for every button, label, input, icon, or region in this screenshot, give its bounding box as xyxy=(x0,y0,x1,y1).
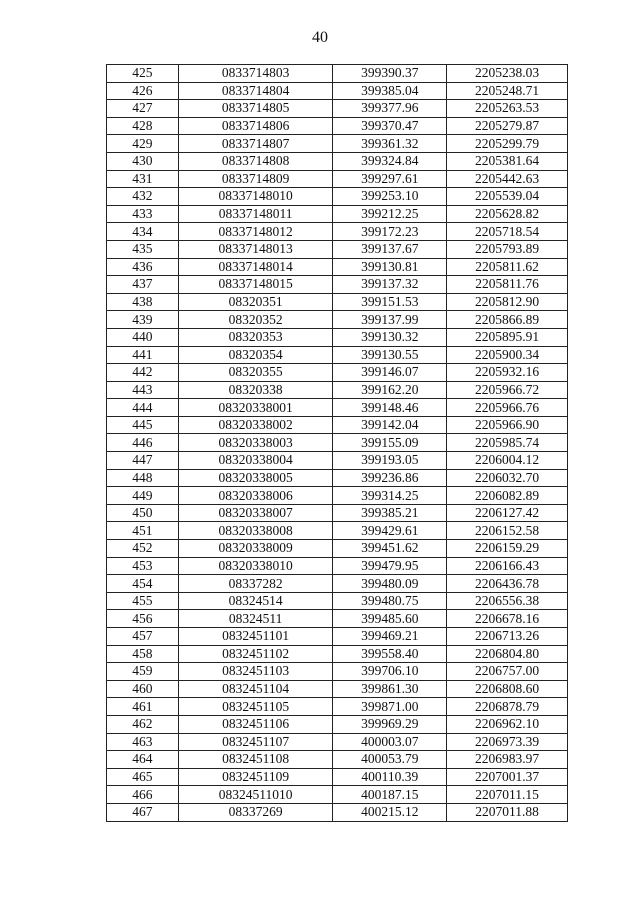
y-coordinate-cell: 2206159.29 xyxy=(447,540,568,558)
x-coordinate-cell: 399130.55 xyxy=(333,346,447,364)
point-id-cell: 08320338 xyxy=(178,381,333,399)
row-number-cell: 447 xyxy=(107,452,179,470)
row-number-cell: 461 xyxy=(107,698,179,716)
x-coordinate-cell: 399385.04 xyxy=(333,82,447,100)
y-coordinate-cell: 2206973.39 xyxy=(447,733,568,751)
y-coordinate-cell: 2205811.62 xyxy=(447,258,568,276)
row-number-cell: 467 xyxy=(107,803,179,821)
table-row xyxy=(107,276,568,294)
table-row xyxy=(107,381,568,399)
row-number-cell: 451 xyxy=(107,522,179,540)
x-coordinate-cell: 399480.09 xyxy=(333,575,447,593)
coordinates-table xyxy=(106,64,568,822)
table-row xyxy=(107,135,568,153)
x-coordinate-cell: 399137.99 xyxy=(333,311,447,329)
page-number: 40 xyxy=(312,29,328,46)
y-coordinate-cell: 2207001.37 xyxy=(447,768,568,786)
x-coordinate-cell: 399390.37 xyxy=(333,65,447,83)
point-id-cell: 08337148015 xyxy=(178,276,333,294)
table-row xyxy=(107,328,568,346)
x-coordinate-cell: 399479.95 xyxy=(333,557,447,575)
x-coordinate-cell: 399130.32 xyxy=(333,328,447,346)
table-row xyxy=(107,65,568,83)
y-coordinate-cell: 2205895.91 xyxy=(447,328,568,346)
row-number-cell: 454 xyxy=(107,575,179,593)
row-number-cell: 430 xyxy=(107,152,179,170)
table-row xyxy=(107,786,568,804)
table-row xyxy=(107,698,568,716)
table-row xyxy=(107,240,568,258)
x-coordinate-cell: 399253.10 xyxy=(333,188,447,206)
table-row xyxy=(107,628,568,646)
x-coordinate-cell: 399324.84 xyxy=(333,152,447,170)
point-id-cell: 0833714806 xyxy=(178,117,333,135)
table-row xyxy=(107,715,568,733)
table-row xyxy=(107,152,568,170)
table-row xyxy=(107,522,568,540)
row-number-cell: 460 xyxy=(107,680,179,698)
table-row xyxy=(107,663,568,681)
point-id-cell: 08320355 xyxy=(178,364,333,382)
point-id-cell: 08320352 xyxy=(178,311,333,329)
row-number-cell: 448 xyxy=(107,469,179,487)
point-id-cell: 08337148010 xyxy=(178,188,333,206)
point-id-cell: 0832451106 xyxy=(178,715,333,733)
point-id-cell: 08324514 xyxy=(178,592,333,610)
point-id-cell: 0832451108 xyxy=(178,751,333,769)
row-number-cell: 466 xyxy=(107,786,179,804)
table-row xyxy=(107,311,568,329)
y-coordinate-cell: 2207011.15 xyxy=(447,786,568,804)
x-coordinate-cell: 399861.30 xyxy=(333,680,447,698)
y-coordinate-cell: 2205539.04 xyxy=(447,188,568,206)
x-coordinate-cell: 399130.81 xyxy=(333,258,447,276)
y-coordinate-cell: 2205985.74 xyxy=(447,434,568,452)
point-id-cell: 08320338004 xyxy=(178,452,333,470)
row-number-cell: 431 xyxy=(107,170,179,188)
point-id-cell: 08320338008 xyxy=(178,522,333,540)
row-number-cell: 433 xyxy=(107,205,179,223)
row-number-cell: 453 xyxy=(107,557,179,575)
row-number-cell: 436 xyxy=(107,258,179,276)
row-number-cell: 443 xyxy=(107,381,179,399)
table-row xyxy=(107,223,568,241)
y-coordinate-cell: 2206004.12 xyxy=(447,452,568,470)
y-coordinate-cell: 2206032.70 xyxy=(447,469,568,487)
table-row xyxy=(107,416,568,434)
point-id-cell: 08337148014 xyxy=(178,258,333,276)
x-coordinate-cell: 400003.07 xyxy=(333,733,447,751)
table-row xyxy=(107,733,568,751)
y-coordinate-cell: 2205811.76 xyxy=(447,276,568,294)
row-number-cell: 427 xyxy=(107,100,179,118)
row-number-cell: 463 xyxy=(107,733,179,751)
y-coordinate-cell: 2206678.16 xyxy=(447,610,568,628)
table-row xyxy=(107,469,568,487)
row-number-cell: 428 xyxy=(107,117,179,135)
y-coordinate-cell: 2205966.90 xyxy=(447,416,568,434)
x-coordinate-cell: 399137.67 xyxy=(333,240,447,258)
y-coordinate-cell: 2206983.97 xyxy=(447,751,568,769)
x-coordinate-cell: 399385.21 xyxy=(333,504,447,522)
point-id-cell: 0832451103 xyxy=(178,663,333,681)
x-coordinate-cell: 399172.23 xyxy=(333,223,447,241)
y-coordinate-cell: 2207011.88 xyxy=(447,803,568,821)
y-coordinate-cell: 2206808.60 xyxy=(447,680,568,698)
y-coordinate-cell: 2206166.43 xyxy=(447,557,568,575)
x-coordinate-cell: 399969.29 xyxy=(333,715,447,733)
row-number-cell: 459 xyxy=(107,663,179,681)
y-coordinate-cell: 2205381.64 xyxy=(447,152,568,170)
y-coordinate-cell: 2205442.63 xyxy=(447,170,568,188)
y-coordinate-cell: 2206962.10 xyxy=(447,715,568,733)
point-id-cell: 0832451107 xyxy=(178,733,333,751)
x-coordinate-cell: 399451.62 xyxy=(333,540,447,558)
row-number-cell: 425 xyxy=(107,65,179,83)
row-number-cell: 455 xyxy=(107,592,179,610)
x-coordinate-cell: 399137.32 xyxy=(333,276,447,294)
row-number-cell: 440 xyxy=(107,328,179,346)
point-id-cell: 08320338005 xyxy=(178,469,333,487)
row-number-cell: 429 xyxy=(107,135,179,153)
x-coordinate-cell: 399151.53 xyxy=(333,293,447,311)
x-coordinate-cell: 399297.61 xyxy=(333,170,447,188)
y-coordinate-cell: 2206127.42 xyxy=(447,504,568,522)
row-number-cell: 445 xyxy=(107,416,179,434)
row-number-cell: 458 xyxy=(107,645,179,663)
x-coordinate-cell: 400053.79 xyxy=(333,751,447,769)
x-coordinate-cell: 399871.00 xyxy=(333,698,447,716)
point-id-cell: 0833714809 xyxy=(178,170,333,188)
row-number-cell: 465 xyxy=(107,768,179,786)
table-row xyxy=(107,82,568,100)
point-id-cell: 08337148013 xyxy=(178,240,333,258)
x-coordinate-cell: 399212.25 xyxy=(333,205,447,223)
point-id-cell: 08320338003 xyxy=(178,434,333,452)
table-row xyxy=(107,205,568,223)
row-number-cell: 435 xyxy=(107,240,179,258)
x-coordinate-cell: 400187.15 xyxy=(333,786,447,804)
x-coordinate-cell: 399377.96 xyxy=(333,100,447,118)
point-id-cell: 08320338010 xyxy=(178,557,333,575)
point-id-cell: 0832451109 xyxy=(178,768,333,786)
table-row xyxy=(107,258,568,276)
row-number-cell: 449 xyxy=(107,487,179,505)
point-id-cell: 0832451101 xyxy=(178,628,333,646)
table-row xyxy=(107,117,568,135)
point-id-cell: 0833714804 xyxy=(178,82,333,100)
y-coordinate-cell: 2205932.16 xyxy=(447,364,568,382)
row-number-cell: 444 xyxy=(107,399,179,417)
y-coordinate-cell: 2205866.89 xyxy=(447,311,568,329)
table-row xyxy=(107,170,568,188)
point-id-cell: 0833714808 xyxy=(178,152,333,170)
y-coordinate-cell: 2205279.87 xyxy=(447,117,568,135)
row-number-cell: 439 xyxy=(107,311,179,329)
table-row xyxy=(107,188,568,206)
row-number-cell: 442 xyxy=(107,364,179,382)
row-number-cell: 456 xyxy=(107,610,179,628)
y-coordinate-cell: 2206436.78 xyxy=(447,575,568,593)
y-coordinate-cell: 2206757.00 xyxy=(447,663,568,681)
table-row xyxy=(107,434,568,452)
y-coordinate-cell: 2205299.79 xyxy=(447,135,568,153)
point-id-cell: 0832451105 xyxy=(178,698,333,716)
x-coordinate-cell: 399236.86 xyxy=(333,469,447,487)
table-row xyxy=(107,504,568,522)
y-coordinate-cell: 2205628.82 xyxy=(447,205,568,223)
table-row xyxy=(107,592,568,610)
table-row xyxy=(107,768,568,786)
y-coordinate-cell: 2205263.53 xyxy=(447,100,568,118)
table-row xyxy=(107,557,568,575)
y-coordinate-cell: 2205966.72 xyxy=(447,381,568,399)
x-coordinate-cell: 399370.47 xyxy=(333,117,447,135)
x-coordinate-cell: 399480.75 xyxy=(333,592,447,610)
y-coordinate-cell: 2205793.89 xyxy=(447,240,568,258)
table-row xyxy=(107,645,568,663)
x-coordinate-cell: 399146.07 xyxy=(333,364,447,382)
table-row xyxy=(107,540,568,558)
x-coordinate-cell: 399558.40 xyxy=(333,645,447,663)
point-id-cell: 08320338001 xyxy=(178,399,333,417)
x-coordinate-cell: 400215.12 xyxy=(333,803,447,821)
x-coordinate-cell: 399314.25 xyxy=(333,487,447,505)
x-coordinate-cell: 399429.61 xyxy=(333,522,447,540)
x-coordinate-cell: 399162.20 xyxy=(333,381,447,399)
row-number-cell: 446 xyxy=(107,434,179,452)
table-row xyxy=(107,100,568,118)
y-coordinate-cell: 2206152.58 xyxy=(447,522,568,540)
point-id-cell: 08320353 xyxy=(178,328,333,346)
point-id-cell: 0833714807 xyxy=(178,135,333,153)
point-id-cell: 08320354 xyxy=(178,346,333,364)
row-number-cell: 438 xyxy=(107,293,179,311)
table-row xyxy=(107,680,568,698)
x-coordinate-cell: 399361.32 xyxy=(333,135,447,153)
table-row xyxy=(107,751,568,769)
point-id-cell: 08320338002 xyxy=(178,416,333,434)
table-row xyxy=(107,399,568,417)
y-coordinate-cell: 2206878.79 xyxy=(447,698,568,716)
x-coordinate-cell: 400110.39 xyxy=(333,768,447,786)
y-coordinate-cell: 2205238.03 xyxy=(447,65,568,83)
table-row xyxy=(107,803,568,821)
point-id-cell: 08337148012 xyxy=(178,223,333,241)
x-coordinate-cell: 399148.46 xyxy=(333,399,447,417)
y-coordinate-cell: 2206082.89 xyxy=(447,487,568,505)
row-number-cell: 437 xyxy=(107,276,179,294)
row-number-cell: 432 xyxy=(107,188,179,206)
x-coordinate-cell: 399193.05 xyxy=(333,452,447,470)
y-coordinate-cell: 2205718.54 xyxy=(447,223,568,241)
point-id-cell: 08337269 xyxy=(178,803,333,821)
point-id-cell: 08324511 xyxy=(178,610,333,628)
table-row xyxy=(107,575,568,593)
point-id-cell: 08320338007 xyxy=(178,504,333,522)
y-coordinate-cell: 2205812.90 xyxy=(447,293,568,311)
y-coordinate-cell: 2206804.80 xyxy=(447,645,568,663)
row-number-cell: 434 xyxy=(107,223,179,241)
row-number-cell: 441 xyxy=(107,346,179,364)
row-number-cell: 462 xyxy=(107,715,179,733)
row-number-cell: 426 xyxy=(107,82,179,100)
x-coordinate-cell: 399485.60 xyxy=(333,610,447,628)
x-coordinate-cell: 399142.04 xyxy=(333,416,447,434)
point-id-cell: 0833714805 xyxy=(178,100,333,118)
table-row xyxy=(107,452,568,470)
table-row xyxy=(107,346,568,364)
y-coordinate-cell: 2205900.34 xyxy=(447,346,568,364)
point-id-cell: 08320338009 xyxy=(178,540,333,558)
table-row xyxy=(107,364,568,382)
point-id-cell: 08320351 xyxy=(178,293,333,311)
point-id-cell: 0833714803 xyxy=(178,65,333,83)
point-id-cell: 08337148011 xyxy=(178,205,333,223)
point-id-cell: 0832451104 xyxy=(178,680,333,698)
point-id-cell: 08337282 xyxy=(178,575,333,593)
row-number-cell: 464 xyxy=(107,751,179,769)
y-coordinate-cell: 2206556.38 xyxy=(447,592,568,610)
y-coordinate-cell: 2206713.26 xyxy=(447,628,568,646)
table-row xyxy=(107,487,568,505)
y-coordinate-cell: 2205966.76 xyxy=(447,399,568,417)
table-row xyxy=(107,610,568,628)
x-coordinate-cell: 399706.10 xyxy=(333,663,447,681)
point-id-cell: 08320338006 xyxy=(178,487,333,505)
row-number-cell: 450 xyxy=(107,504,179,522)
point-id-cell: 0832451102 xyxy=(178,645,333,663)
table-row xyxy=(107,293,568,311)
x-coordinate-cell: 399469.21 xyxy=(333,628,447,646)
y-coordinate-cell: 2205248.71 xyxy=(447,82,568,100)
row-number-cell: 452 xyxy=(107,540,179,558)
row-number-cell: 457 xyxy=(107,628,179,646)
x-coordinate-cell: 399155.09 xyxy=(333,434,447,452)
point-id-cell: 08324511010 xyxy=(178,786,333,804)
